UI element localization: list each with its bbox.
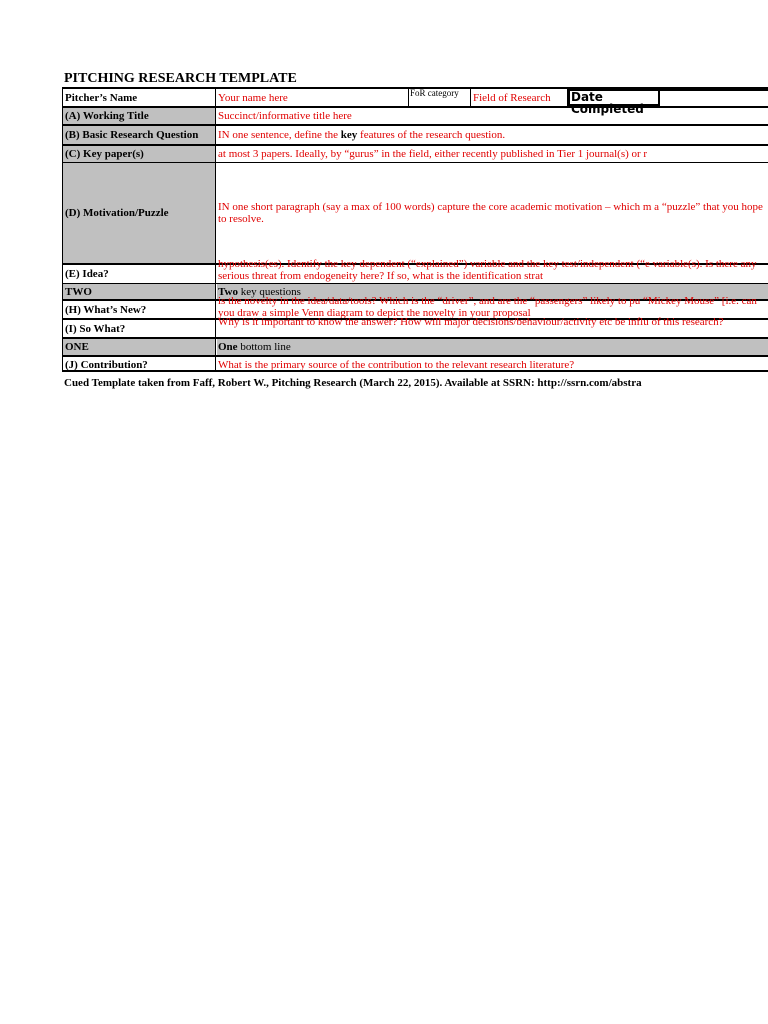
two-value-rest: key questions: [237, 285, 301, 298]
one-value-rest: bottom line: [237, 341, 291, 353]
table-bottom-border: [62, 370, 768, 372]
table-row-idea: [62, 258, 768, 283]
contribution-value[interactable]: What is the primary source of the contribution to the relevant research literature?: [218, 358, 575, 371]
research-question-value[interactable]: [217, 126, 768, 144]
table-row-working-title: [62, 106, 768, 124]
whats-new-value[interactable]: is the novelty in the idea/data/tools? Which is the “driver”, and are the “passengers” likely to pu “Mickey Mouse” [i.e. can you draw a simple Venn diagram to depict the novelty in your proposal: [218, 295, 757, 319]
table-row-research-question: [62, 124, 768, 144]
rq-text-pre: IN one sentence, define the: [218, 129, 341, 141]
page-title: PITCHING RESEARCH TEMPLATE: [64, 71, 297, 86]
motivation-value[interactable]: IN one short paragraph (say a max of 100 words) capture the core academic motivation – which m a “puzzle” that you hope to resolve.: [218, 201, 763, 225]
date-completed-value[interactable]: [660, 89, 768, 106]
motivation-label: (D) Motivation/Puzzle: [62, 163, 216, 263]
template-table: [62, 87, 768, 372]
pitcher-name-value[interactable]: Your name here: [217, 89, 409, 106]
working-title-label: (A) Working Title: [62, 108, 216, 124]
table-row-so-what: [62, 318, 768, 337]
pitcher-name-label: Pitcher’s Name: [62, 89, 216, 106]
idea-value[interactable]: hypothesis(es). Identify the key dependent (“explained”) variable and the key test/independent (“e variable(s). Is there any serious threat from endogeneity here? If so, what is the identification strat: [218, 258, 757, 282]
two-label: TWO: [62, 284, 216, 299]
for-category-label: FoR category: [409, 89, 471, 106]
contribution-label: (J) Contribution?: [62, 357, 216, 372]
whats-new-label: (H) What’s New?: [62, 301, 216, 318]
key-papers-value[interactable]: at most 3 papers. Ideally, by “gurus” in the field, either recently published in Tier 1 journal(s) or r: [218, 148, 648, 160]
citation-footer: Cued Template taken from Faff, Robert W., Pitching Research (March 22, 2015). Available at SSRN: http://ssrn.com/abstra: [64, 377, 642, 389]
research-question-label: (B) Basic Research Question: [62, 126, 216, 144]
so-what-value[interactable]: Why is it important to know the answer? How will major decisions/behaviour/activity etc be influ of this research?: [218, 316, 724, 328]
rq-text-post: features of the research question.: [357, 129, 506, 141]
one-value-bold: One: [218, 341, 238, 353]
field-of-research-value[interactable]: Field of Research: [471, 89, 568, 106]
table-row-motivation: [62, 162, 768, 263]
table-row-one: [62, 337, 768, 355]
table-row-key-papers: [62, 144, 768, 162]
rq-text-key: key: [340, 129, 358, 141]
idea-label: (E) Idea?: [62, 265, 216, 283]
date-completed-label: Date Completed: [568, 89, 660, 106]
so-what-label: (I) So What?: [62, 320, 216, 337]
working-title-value[interactable]: Succinct/informative title here: [218, 110, 352, 122]
one-label: ONE: [62, 339, 216, 355]
one-value[interactable]: [217, 339, 768, 355]
key-papers-label: (C) Key paper(s): [62, 146, 216, 162]
two-value-bold: Two: [218, 285, 238, 298]
